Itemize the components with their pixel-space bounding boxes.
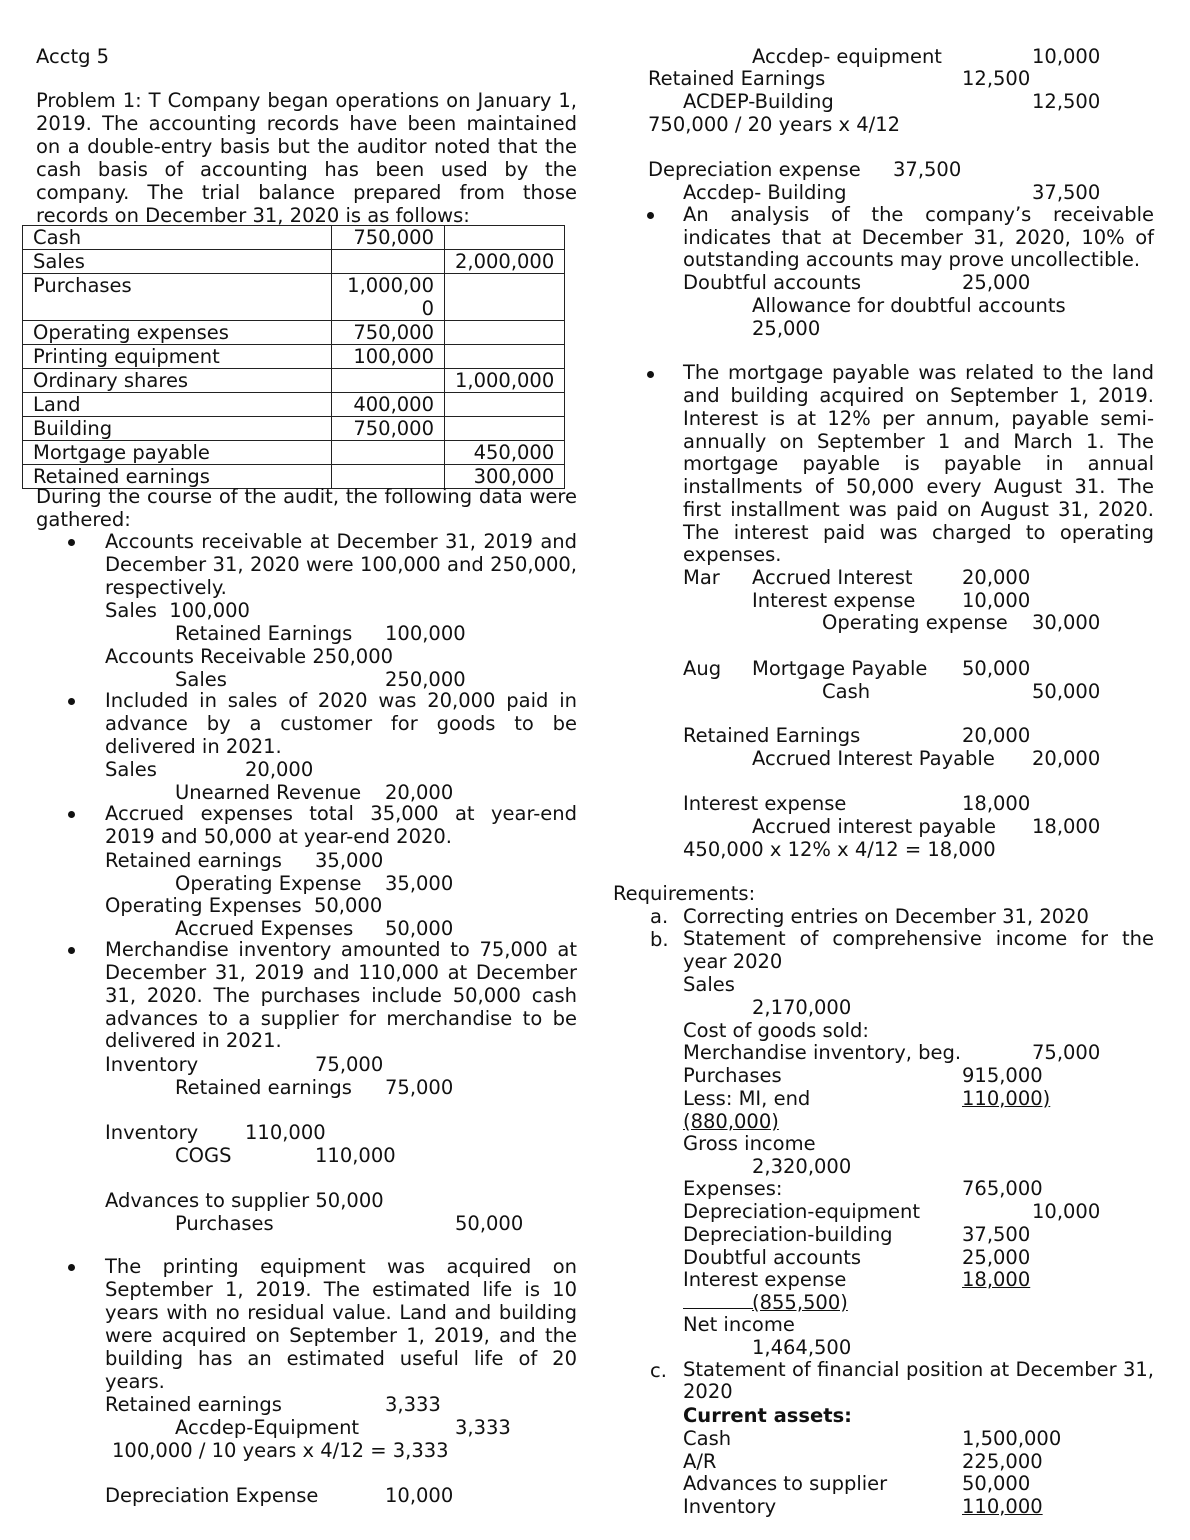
table-cell-account: Building: [23, 417, 332, 441]
table-cell-account: Printing equipment: [23, 345, 332, 369]
document-page: Acctg 5 Problem 1: T Company began operations on January 1, 2019. The accounting records have been maintained on a double-entry basis but the auditor noted that the cash basis of accounting has been used by the company. The trial balance prepared from those records on December 31, 2020 is as follows: Cash 750,000 Sales 2,000,000 Purchases 1,000,00 0 Operating expenses 750,000 Printing equipment 100,000 Ordinary shares 1,000,000 Land 400,000 Building 750,000 Mortgage payable 450,000 Retained earnings 300,000 During the course of the audit, the following data were gathered: Accounts receivable at December 31, 2019 and December 31, 2020 were 100,000 and 250,000, respectively. Sales 100,000 Retained Earnings 100,000 Accounts Receivable 250,000 Sales 250,000 Included in sales of 2020 was 20,000 paid in advance by a customer for goods to be delivered in 2021. Sales 20,000 Unearned Revenue 20,000 Accrued expenses total 35,000 at year-end 2019 and 50,000 at year-end 2020. Retained earnings 35,000 Operating Expense 35,000 Operating Expenses 50,000 Accrued Expenses 50,000 Merchandise inventory amounted to 75,000 at December 31, 2019 and 110,000 at December 31, 2020. The purchases include 50,000 cash advances to a supplier for merchandise to be delivered in 2021. Inventory 75,000 Retained earnings 75,000 Inventory 110,000 COGS 110,000 Advances to supplier 50,000 Purchases 50,000 The printing equipment was acquired on September 1, 2019. The estimated life is 10 years with no residual value. Land and building were acquired on September 1, 2019, and the building has an estimated useful life of 20 years. Retained earnings 3,333 Accdep-Equipment 3,333 100,000 / 10 years x 4/12 = 3,333 Depreciation Expense 10,000 Accdep- equipment 10,000 Retained Earnings 12,500 ACDEP-Building 12,500 750,000 / 20 years x 4/12 Depreciation expense 37,500 Accdep- Building 37,500 An analysis of the company’s receivable indicates that at December 31, 2020, 10% of outstanding accounts may prove uncollectible. Doubtful accounts 25,000 Allowance for doubtful accounts 25,000 The mortgage payable was related to the land and building acquired on September 1, 2019. Interest is at 12% per annum, payable semi- annually on September 1 and March 1. The mortgage payable is payable in annual installments of 50,000 every August 31. The first installment was paid on August 31, 2020. The interest paid was charged to operating expenses. Mar Accrued Interest 20,000 Interest expense 10,000 Operating expense 30,000 Aug Mortgage Payable 50,000 Cash 50,000 Retained Earnings 20,000 Accrued Interest Payable 20,000 Interest expense 18,000 Accrued interest payable 18,000 450,000 x 12% x 4/12 = 18,000 Requirements: a. Correcting entries on December 31, 2020 b. Statement of comprehensive income for the year 2020 Sales 2,170,000 Cost of goods sold: Merchandise inventory, beg. 75,000 Purchases 915,000 Less: MI, end 110,000) (880,000) Gross income 2,320,000 Expenses: 765,000 Depreciation-equipment 10,000 Depreciation-building 37,500 Doubtful accounts 25,000 Interest expense 18,000 (855,500) Net income 1,464,500 c. Statement of financial position at December 31, 2020 Current assets: Cash 1,500,000 A/R 225,000 Advances to supplier 50,000 Inventory 110,000: [0, 0, 1190, 1540]
table-cell-credit: [445, 393, 565, 417]
bullet-icon: [68, 539, 75, 546]
table-cell-debit: [332, 369, 445, 393]
table-cell-credit: [445, 274, 565, 321]
bullet-icon: [68, 1264, 75, 1271]
table-cell-credit: 450,000: [445, 441, 565, 465]
bullet-icon: [68, 698, 75, 705]
bullet-icon: [68, 947, 75, 954]
table-cell-credit: 1,000,000: [445, 369, 565, 393]
table-cell-credit: 300,000: [445, 465, 565, 489]
table-row: [23, 250, 565, 274]
underline-rule: [683, 1308, 753, 1309]
table-row: [23, 345, 565, 369]
table-cell-debit: [332, 441, 445, 465]
table-cell-debit: 1,000,00 0: [332, 274, 445, 321]
table-cell-debit: 750,000: [332, 321, 445, 345]
table-cell-account: Retained earnings: [23, 465, 332, 489]
table-cell-credit: [445, 345, 565, 369]
table-row: [23, 274, 565, 321]
table-cell-credit: [445, 226, 565, 250]
table-cell-account: Cash: [23, 226, 332, 250]
table-cell-account: Purchases: [23, 274, 332, 321]
doc-header: Acctg 5: [36, 45, 110, 68]
table-cell-account: Operating expenses: [23, 321, 332, 345]
table-cell-debit: 750,000: [332, 226, 445, 250]
table-row: [23, 369, 565, 393]
trial-balance-table: [22, 225, 565, 489]
table-cell-debit: 400,000: [332, 393, 445, 417]
table-row: [23, 417, 565, 441]
table-row: [23, 393, 565, 417]
table-cell-account: Mortgage payable: [23, 441, 332, 465]
table-cell-credit: [445, 417, 565, 441]
requirements-title: Requirements:: [613, 882, 756, 905]
table-cell-account: Ordinary shares: [23, 369, 332, 393]
table-row: [23, 321, 565, 345]
table-cell-account: Sales: [23, 250, 332, 274]
table-cell-debit: 750,000: [332, 417, 445, 441]
table-cell-debit: [332, 250, 445, 274]
bullet-icon: [647, 371, 654, 378]
table-cell-credit: [445, 321, 565, 345]
table-row: [23, 441, 565, 465]
table-row: [23, 226, 565, 250]
table-cell-account: Land: [23, 393, 332, 417]
table-cell-credit: 2,000,000: [445, 250, 565, 274]
bullet-icon: [68, 811, 75, 818]
bullet-icon: [647, 212, 654, 219]
journal-line: Sales 100,000: [105, 599, 250, 622]
table-cell-debit: 100,000: [332, 345, 445, 369]
audit-intro: During the course of the audit, the following data were: [36, 485, 577, 508]
